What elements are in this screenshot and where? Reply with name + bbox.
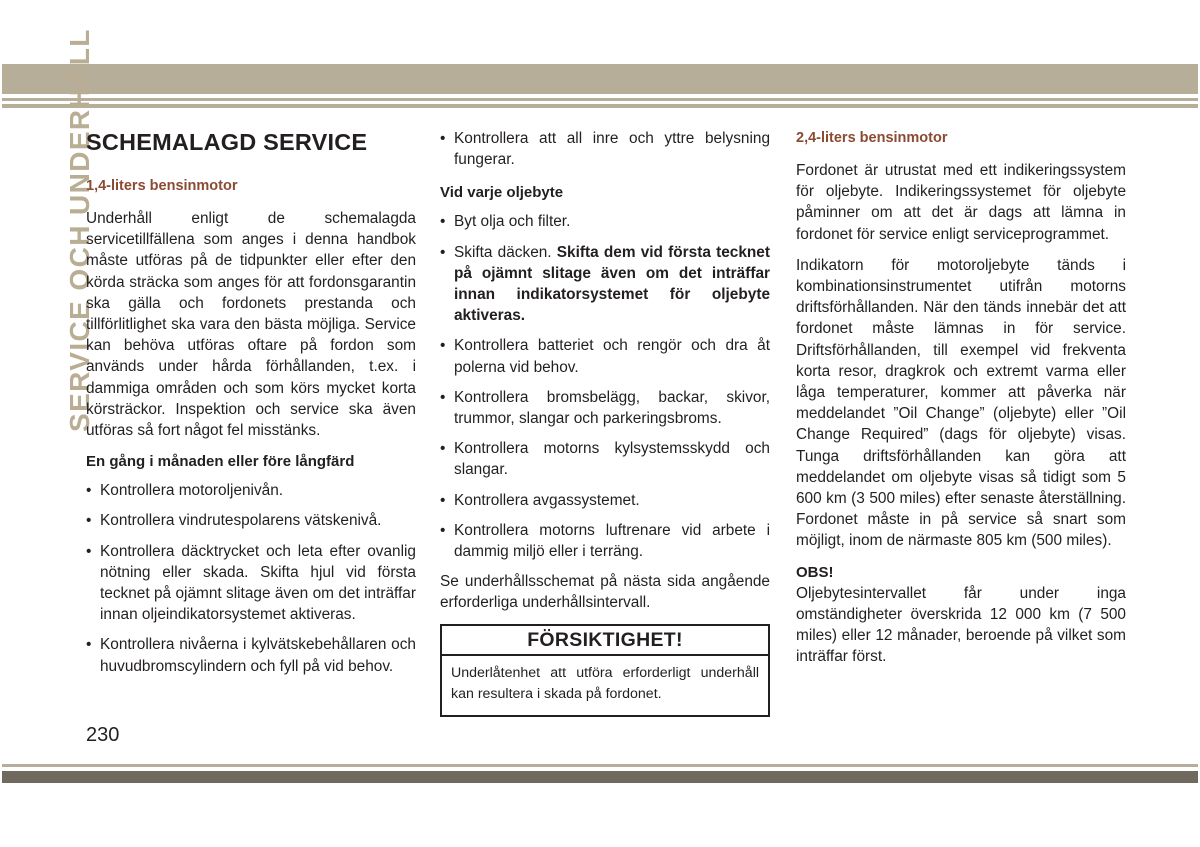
column-middle: [440, 128, 770, 717]
column-left: [86, 128, 416, 686]
caution-text: Underlåtenhet att utföra erforderligt underhåll kan resultera i skada på fordonet.: [451, 664, 759, 702]
oil-change-indicator-paragraph: Indikatorn för motoroljebyte tänds i kombinationsinstrumentet utifrån motorns driftsförhållanden. När den tänds innebär det att fordonet måste lämnas in för service. Driftsförhållanden, till exempel vid frekventa korta resor, dragkrok och extremt varma eller låga temperaturer, kommer att påverka när meddelandet ”Oil Change” (oljebyte) eller ”Oil Change Required” (dags för oljebyte) visas. Tunga driftsförhållanden kan göra att meddelandet om oljebyte visas så tidigt som 5 600 km (3 500 miles) efter senaste återställning. Fordonet måste in på service så snart som möjligt, inom de närmaste 805 km (500 miles).: [796, 256, 1126, 550]
list-item: • Kontrollera motorns kylsystemsskydd och slangar.: [440, 438, 770, 480]
column-right: [796, 128, 1126, 677]
list-item: • Kontrollera motorns luftrenare vid arbete i dammig miljö eller i terräng.: [440, 520, 770, 562]
header-band: [2, 64, 1198, 94]
section-side-title: SERVICE OCH UNDERHÅLL: [64, 28, 95, 432]
list-item: • Kontrollera batteriet och rengör och dra åt polerna vid behov.: [440, 335, 770, 377]
engine-subheading-1-4: 1,4-liters bensinmotor: [86, 178, 238, 194]
list-item: • Kontrollera att all inre och yttre belysning fungerar.: [440, 128, 770, 170]
monthly-heading: En gång i månaden eller före långfärd: [86, 453, 355, 471]
page-number: 230: [86, 724, 120, 746]
list-item: • Kontrollera nivåerna i kylvätskebehållaren och huvudbromscylindern och fyll på vid behov.: [86, 634, 416, 676]
list-item-tires: [440, 242, 770, 327]
header-rule: [2, 98, 1198, 101]
footer-rule: [2, 764, 1198, 767]
note-heading: OBS!: [796, 563, 834, 581]
oil-change-heading: Vid varje oljebyte: [440, 184, 564, 202]
footer-band: [2, 771, 1198, 783]
monthly-checklist-continued: [440, 128, 770, 170]
list-item: • Kontrollera däcktrycket och leta efter ovanlig nötning eller skada. Skifta hjul vid första tecknet på ojämnt slitage även om det inträffar innan oljeindikatorsystemet aktiveras.: [86, 541, 416, 626]
tires-text: Skifta däcken.: [454, 243, 552, 261]
engine-subheading-2-4: 2,4-liters bensinmotor: [796, 130, 948, 146]
header-rule-secondary: [2, 104, 1198, 108]
intro-paragraph: Underhåll enligt de schemalagda servicetillfällena som anges i denna handbok måste utföras på de tidpunkter eller efter den körda sträcka som anges för att fordonsgarantin ska gälla och fordonets prestanda och tillförlitlighet ska vara den bästa möjliga. Service kan behöva utföras oftare på fordon som används under hårda förhållanden, t.ex. i dammiga områden och som körs mycket korta körsträckor. Inspektion och service ska även utföras så fort något fel misstänks.: [86, 210, 416, 440]
indicator-paragraph: Fordonet är utrustat med ett indikeringssystem för oljebyte. Indikeringssystemet för oljebyte påminner om att det är dags att lämna in fordonet för service enligt serviceprogrammet.: [796, 162, 1126, 243]
list-item: • Kontrollera vindrutespolarens vätskenivå.: [86, 510, 416, 531]
list-item: • Kontrollera motoroljenivån.: [86, 480, 416, 501]
list-item: • Kontrollera bromsbelägg, backar, skivor, trummor, slangar och parkeringsbroms.: [440, 387, 770, 429]
monthly-checklist: [86, 480, 416, 677]
list-item: • Byt olja och filter.: [440, 211, 770, 232]
list-item: • Kontrollera avgassystemet.: [440, 490, 770, 511]
caution-title: FÖRSIKTIGHET!: [442, 626, 768, 656]
page-title: SCHEMALAGD SERVICE: [86, 129, 368, 155]
caution-box: [440, 624, 770, 717]
oil-change-checklist: [440, 211, 770, 562]
tires-warning-text: Skifta dem vid första tecknet på ojämnt slitage även om det inträffar innan indikatorsystemet för oljebyte aktiveras.: [454, 243, 770, 325]
note-text: Oljebytesintervallet får under inga omständigheter överskrida 12 000 km (7 500 miles) eller 12 månader, beroende på vilket som inträffar först.: [796, 584, 1126, 666]
schedule-reference: Se underhållsschemat på nästa sida angående erforderliga underhållsintervall.: [440, 573, 770, 612]
